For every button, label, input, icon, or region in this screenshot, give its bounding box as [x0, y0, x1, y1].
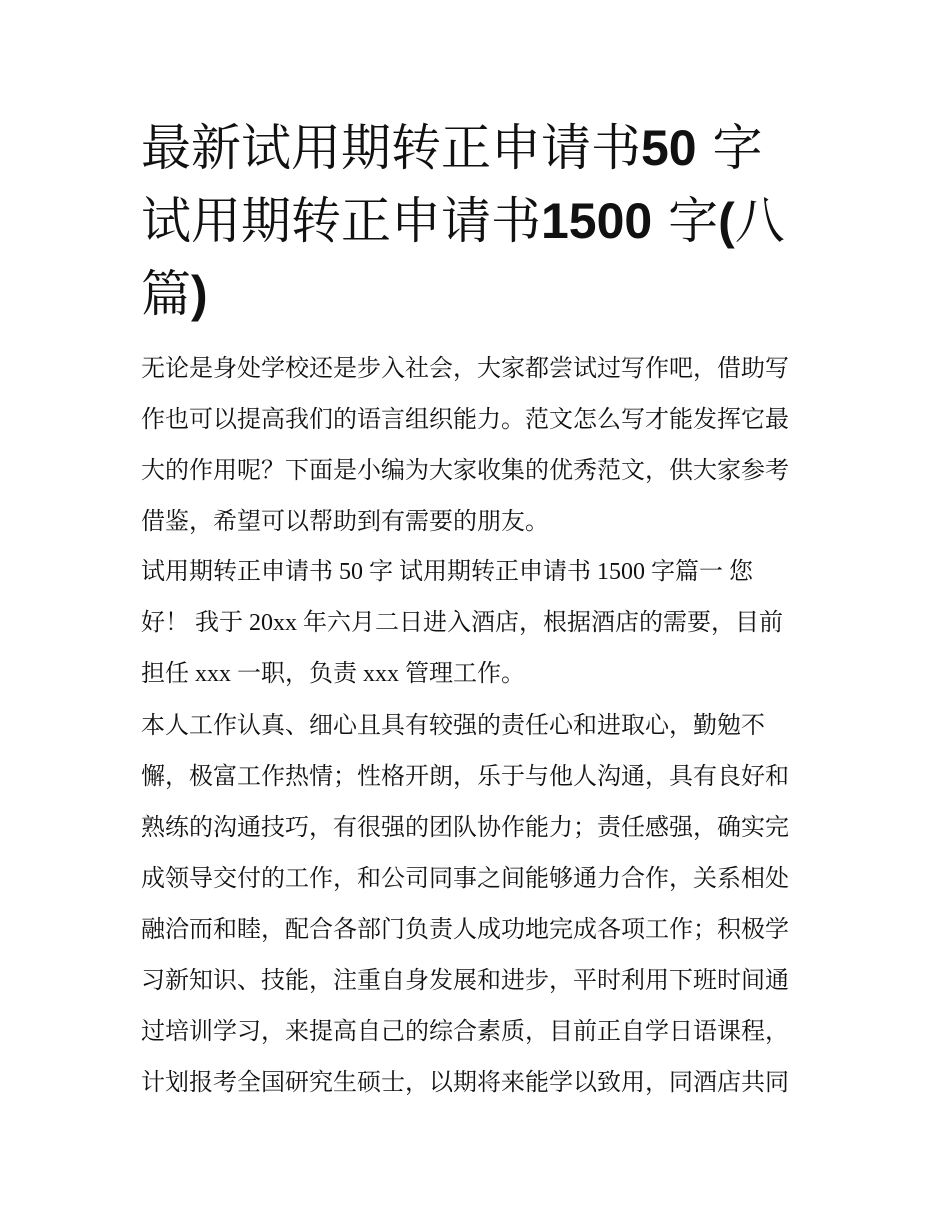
text-line: 好！ 我于 20xx 年六月二日进入酒店，根据酒店的需要，目前 — [141, 610, 783, 636]
text-line: 试用期转正申请书 50 字 试用期转正申请书 1500 字篇一 您 — [141, 559, 753, 585]
paragraph-self-evaluation — [141, 700, 813, 1108]
text-line: 无论是身处学校还是步入社会，大家都尝试过写作吧，借助写 — [141, 354, 789, 382]
title-line-1 — [141, 112, 813, 185]
text-line: 成领导交付的工作，和公司同事之间能够通力合作，关系相处 — [141, 864, 789, 892]
text-line: 熟练的沟通技巧，有很强的团队协作能力；责任感强，确实完 — [141, 813, 789, 841]
text-line: 计划报考全国研究生硕士，以期将来能学以致用，同酒店共同 — [141, 1068, 789, 1096]
document-title — [141, 112, 813, 331]
title-text-segment: 八 — [734, 192, 785, 250]
paragraph-intro — [141, 343, 813, 547]
text-line: 融洽而和睦，配合各部门负责人成功地完成各项工作；积极学 — [141, 915, 789, 943]
text-line: 大的作用呢？下面是小编为大家收集的优秀范文，供大家参考 — [141, 456, 789, 484]
title-number: 1500 — [541, 193, 653, 249]
title-text-segment: 字 — [696, 119, 763, 177]
text-line: 作也可以提高我们的语言组织能力。范文怎么写才能发挥它最 — [141, 405, 789, 433]
text-line: 本人工作认真、细心且具有较强的责任心和进取心，勤勉不 — [141, 711, 765, 739]
text-line: 过培训学习，来提高自己的综合素质，目前正自学日语课程， — [141, 1017, 789, 1045]
text-line: 习新知识、技能，注重自身发展和进步，平时利用下班时间通 — [141, 966, 789, 994]
title-text-segment: 试用期转正申请书 — [141, 192, 541, 250]
title-text-segment: 篇 — [141, 265, 191, 323]
title-paren-close: ) — [191, 266, 208, 322]
title-line-2 — [141, 185, 813, 258]
document-body — [141, 343, 813, 1108]
title-number: 50 — [641, 120, 697, 176]
title-paren-open: ( — [718, 193, 735, 249]
title-line-3 — [141, 258, 813, 331]
document-content — [141, 112, 813, 1108]
title-text-segment: 最新试用期转正申请书 — [141, 119, 641, 177]
paragraph-greeting — [141, 547, 813, 700]
title-text-segment: 字 — [652, 192, 719, 250]
text-line: 懈，极富工作热情；性格开朗，乐于与他人沟通，具有良好和 — [141, 762, 789, 790]
text-line: 担任 xxx 一职，负责 xxx 管理工作。 — [141, 661, 525, 687]
text-line: 借鉴，希望可以帮助到有需要的朋友。 — [141, 507, 549, 535]
